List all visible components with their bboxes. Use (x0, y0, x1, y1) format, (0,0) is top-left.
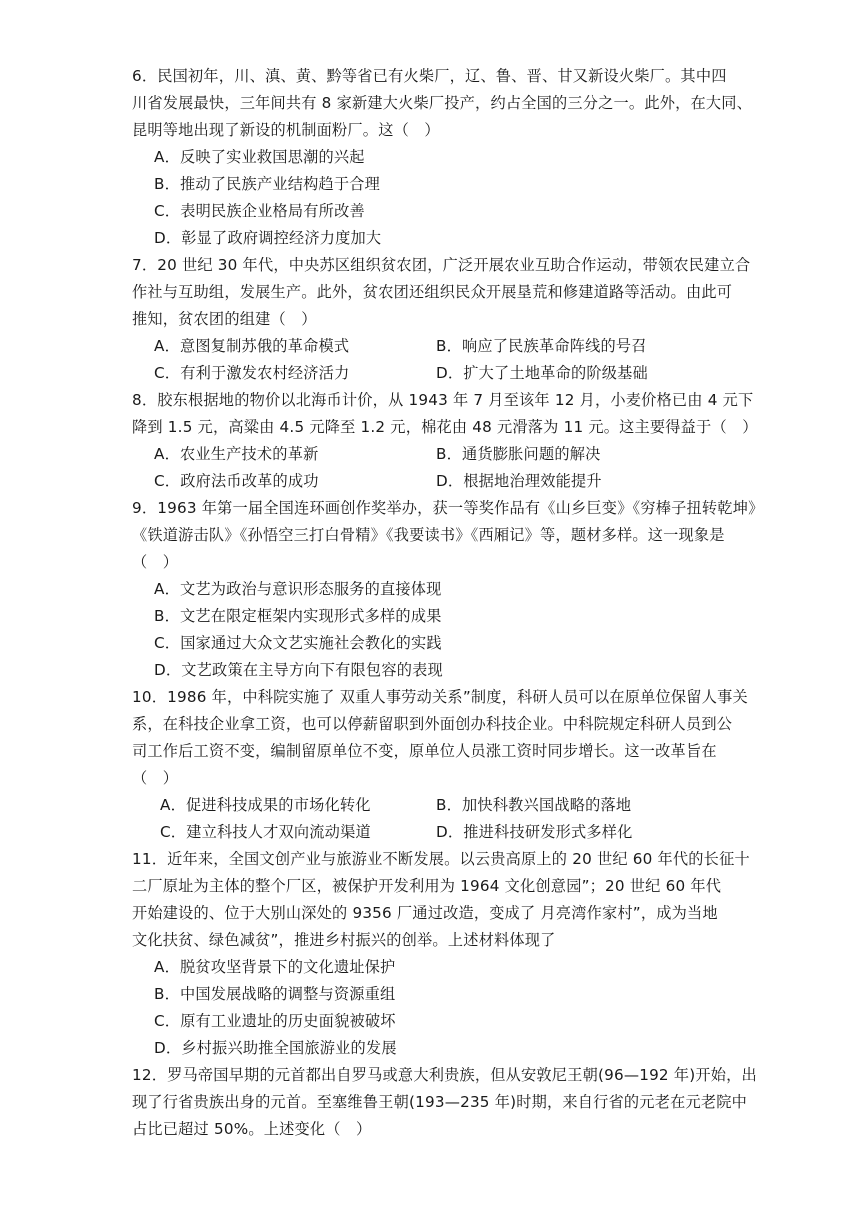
q6-option-b[interactable]: B．推动了民族产业结构趋于合理 (154, 175, 381, 193)
q12-stem-line-2: 现了行省贵族出身的元首。至塞维鲁王朝(193—235 年)时期，来自行省的元老在元老院中 (132, 1093, 748, 1111)
q10-option-b[interactable]: B．加快科教兴国战略的落地 (436, 796, 632, 814)
q10-option-d[interactable]: D．推进科技研发形式多样化 (436, 823, 633, 841)
q11-stem-line-3: 开始建设的、位于大别山深处的 9356 厂通过改造，变成了 月亮湾作家村”，成为当地 (132, 904, 718, 922)
q12-stem-line-1: 12．罗马帝国早期的元首都出自罗马或意大利贵族，但从安敦尼王朝(96—192 年)开始，出 (132, 1066, 757, 1084)
q11-option-a[interactable]: A．脱贫攻坚背景下的文化遗址保护 (154, 958, 396, 976)
q6-stem-line-3: 昆明等地出现了新设的机制面粉厂。这（ ） (132, 121, 440, 139)
q7-stem-line-1: 7．20 世纪 30 年代，中央苏区组织贫农团，广泛开展农业互助合作运动，带领农民建立合 (132, 256, 751, 274)
q8-option-d[interactable]: D．根据地治理效能提升 (436, 472, 602, 490)
q6-option-a[interactable]: A．反映了实业救国思潮的兴起 (154, 148, 365, 166)
q12-stem-line-3: 占比已超过 50%。上述变化（ ） (132, 1120, 372, 1138)
q9-option-a[interactable]: A．文艺为政治与意识形态服务的直接体现 (154, 580, 442, 598)
q10-stem-line-1: 10．1986 年，中科院实施了 双重人事劳动关系”制度，科研人员可以在原单位保留人事关 (132, 688, 748, 706)
q7-option-d[interactable]: D．扩大了土地革命的阶级基础 (436, 364, 648, 382)
q10-stem-line-2: 系，在科技企业拿工资，也可以停薪留职到外面创办科技企业。中科院规定科研人员到公 (132, 715, 733, 733)
q6-option-c[interactable]: C．表明民族企业格局有所改善 (154, 202, 365, 220)
q9-stem-line-3: （ ） (132, 553, 179, 571)
q8-option-a[interactable]: A．农业生产技术的革新 (154, 445, 319, 463)
q9-stem-line-1: 9．1963 年第一届全国连环画创作奖举办，获一等奖作品有《山乡巨变》《穷棒子扭转乾坤》 (132, 499, 764, 517)
q8-stem-line-1: 8．胶东根据地的物价以北海币计价，从 1943 年 7 月至该年 12 月，小麦价格已由 4 元下 (132, 391, 754, 409)
q7-stem-line-2: 作社与互助组，发展生产。此外，贫农团还组织民众开展垦荒和修建道路等活动。由此可 (132, 283, 733, 301)
q10-stem-line-4: （ ） (132, 769, 179, 787)
q8-option-b[interactable]: B．通货膨胀问题的解决 (436, 445, 601, 463)
q11-stem-line-1: 11．近年来，全国文创产业与旅游业不断发展。以云贵高原上的 20 世纪 60 年代的长征十 (132, 850, 750, 868)
q6-option-d[interactable]: D．彰显了政府调控经济力度加大 (154, 229, 382, 247)
q7-stem-line-3: 推知，贫农团的组建（ ） (132, 310, 317, 328)
q6-stem-line-1: 6．民国初年，川、滇、黄、黔等省已有火柴厂，辽、鲁、晋、甘又新设火柴厂。其中四 (132, 67, 727, 85)
q9-option-b[interactable]: B．文艺在限定框架内实现形式多样的成果 (154, 607, 442, 625)
q10-option-c[interactable]: C．建立科技人才双向流动渠道 (160, 823, 371, 841)
q9-stem-line-2: 《铁道游击队》《孙悟空三打白骨精》《我要读书》《西厢记》等，题材多样。这一现象是 (132, 526, 725, 544)
q9-option-c[interactable]: C．国家通过大众文艺实施社会教化的实践 (154, 634, 442, 652)
q10-option-a[interactable]: A．促进科技成果的市场化转化 (160, 796, 371, 814)
q9-option-d[interactable]: D．文艺政策在主导方向下有限包容的表现 (154, 661, 443, 679)
q7-option-a[interactable]: A．意图复制苏俄的革命模式 (154, 337, 350, 355)
q11-stem-line-4: 文化扶贫、绿色减贫”，推进乡村振兴的创举。上述材料体现了 (132, 931, 556, 949)
q11-option-d[interactable]: D．乡村振兴助推全国旅游业的发展 (154, 1039, 397, 1057)
q8-stem-line-2: 降到 1.5 元，高粱由 4.5 元降至 1.2 元，棉花由 48 元滑落为 11 元。这主要得益于（ ） (132, 418, 758, 436)
q10-stem-line-3: 司工作后工资不变，编制留原单位不变，原单位人员涨工资时同步增长。这一改革旨在 (132, 742, 717, 760)
q7-option-c[interactable]: C．有利于激发农村经济活力 (154, 364, 350, 382)
q11-option-c[interactable]: C．原有工业遗址的历史面貌被破坏 (154, 1012, 396, 1030)
q11-option-b[interactable]: B．中国发展战略的调整与资源重组 (154, 985, 396, 1003)
q7-option-b[interactable]: B．响应了民族革命阵线的号召 (436, 337, 647, 355)
q11-stem-line-2: 二厂原址为主体的整个厂区，被保护开发利用为 1964 文化创意园”；20 世纪 60 年代 (132, 877, 722, 895)
q8-option-c[interactable]: C．政府法币改革的成功 (154, 472, 319, 490)
q6-stem-line-2: 川省发展最快，三年间共有 8 家新建大火柴厂投产，约占全国的三分之一。此外，在大同、 (132, 94, 753, 112)
